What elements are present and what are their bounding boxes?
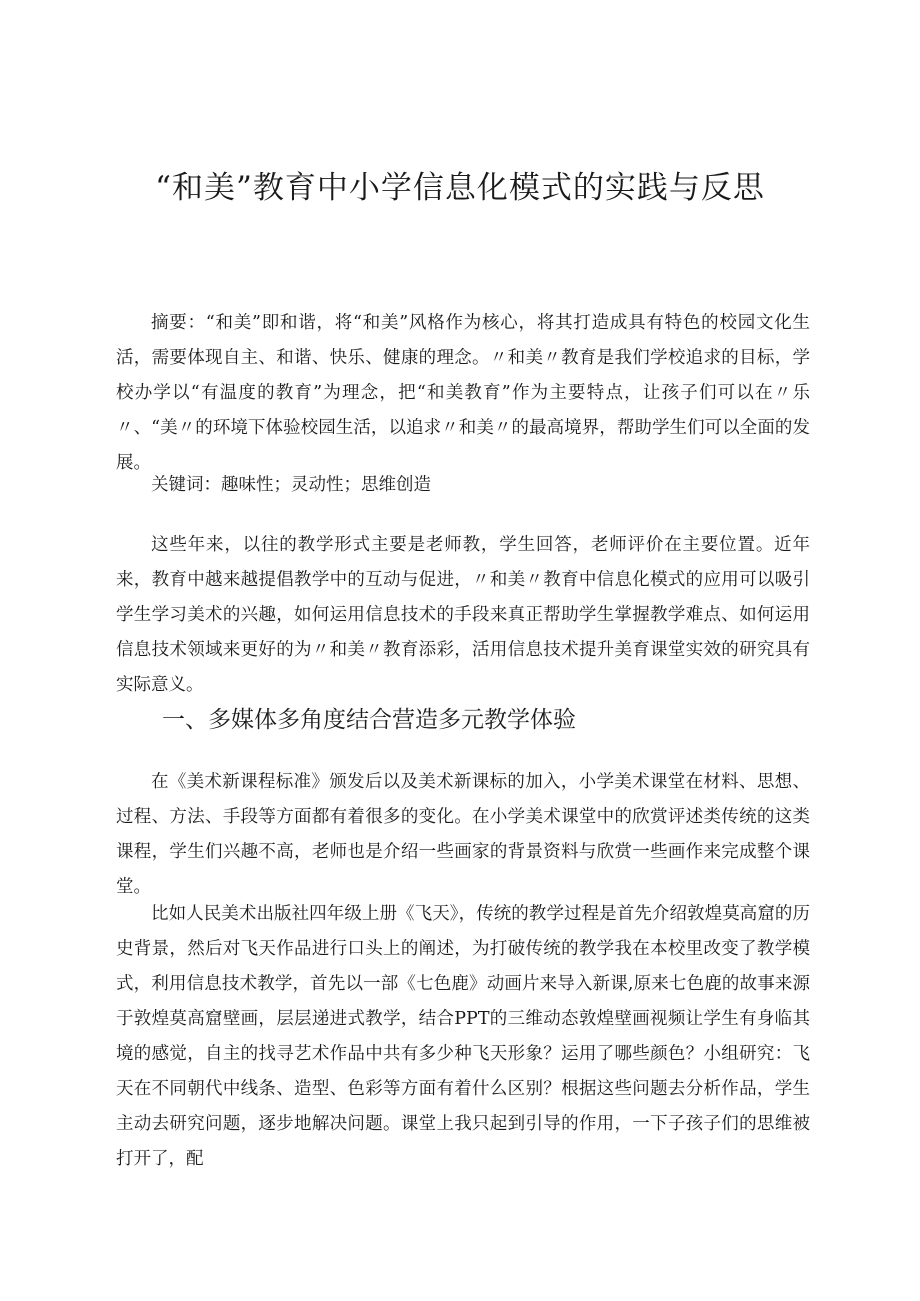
section1-paragraph-2: 比如人民美术出版社四年级上册《飞天》，传统的教学过程是首先介绍敦煌莫高窟的历史背景，然后对飞天作品进行口头上的阐述，为打破传统的教学我在本校里改变了教学模式，利用信息技术教学，首先以一部《七色鹿》动画片来导入新课,原来七色鹿的故事来源于敦煌莫高窟壁画，层层递进式教学，结合PPT的三维动态敦煌壁画视频让学生有身临其境的感觉，自主的找寻艺术作品中共有多少种飞天形象？运用了哪些颜色？小组研究：飞天在不同朝代中线条、造型、色彩等方面有着什么区别？根据这些问题去分析作品，学生主动去研究问题，逐步地解决问题。课堂上我只起到引导的作用，一下子孩子们的思维被打开了，配 [116, 904, 810, 1169]
section1-paragraph-1: 在《美术新课程标准》颁发后以及美术新课标的加入，小学美术课堂在材料、思想、过程、方法、手段等方面都有着很多的变化。在小学美术课堂中的欣赏评述类传统的这类课程，学生们兴趣不高，老师也是介绍一些画家的背景资料与欣赏一些画作来完成整个课堂。 [116, 772, 810, 897]
intro-paragraph: 这些年来，以往的教学形式主要是老师教，学生回答，老师评价在主要位置。近年来，教育中越来越提倡教学中的互动与促进，〃和美〃教育中信息化模式的应用可以吸引学生学习美术的兴趣，如何运用信息技术的手段来真正帮助学生掌握教学难点、如何运用信息技术领域来更好的为〃和美〃教育添彩，活用信息技术提升美育课堂实效的研究具有实际意义。 [116, 535, 810, 695]
section-heading-1: 一、多媒体多角度结合营造多元教学体验 [162, 707, 576, 733]
abstract-paragraph: 摘要：“和美”即和谐，将“和美”风格作为核心，将其打造成具有特色的校园文化生活，需要体现自主、和谐、快乐、健康的理念。〃和美〃教育是我们学校追求的目标，学校办学以“有温度的教育”为理念，把“和美教育”作为主要特点，让孩子们可以在〃乐〃、“美〃的环境下体验校园生活，以追求〃和美〃的最高境界，帮助学生们可以全面的发展。 [116, 313, 810, 473]
keywords-line: 关键词：趣味性；灵动性；思维创造 [151, 475, 431, 495]
document-title: “和美”教育中小学信息化模式的实践与反思 [155, 170, 765, 206]
